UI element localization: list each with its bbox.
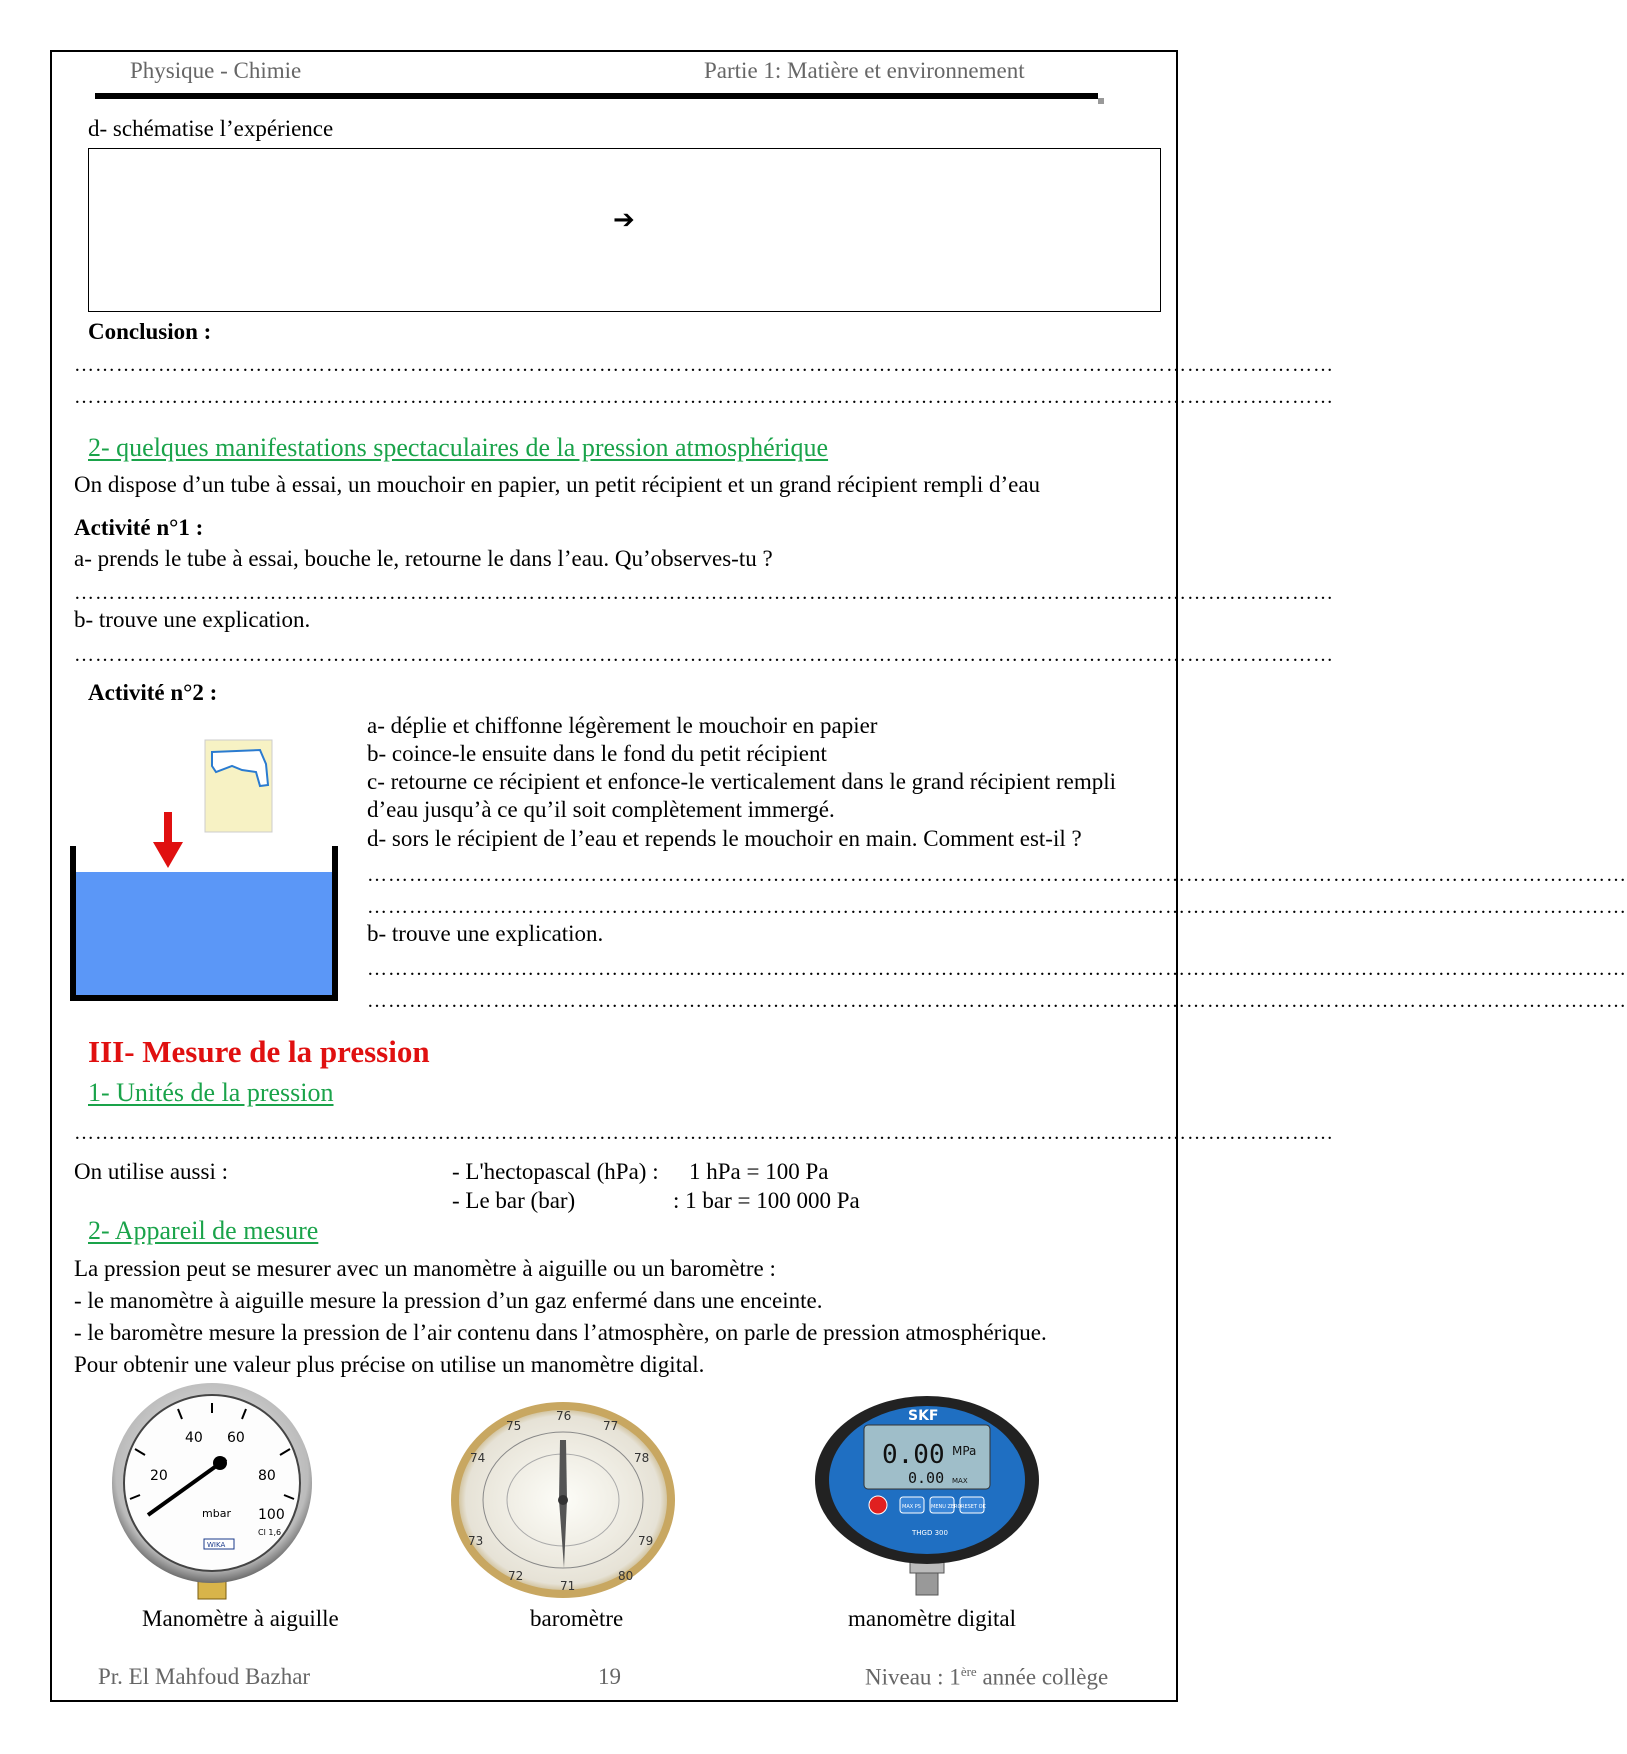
barometer-tick: 72 (508, 1569, 524, 1583)
answer-line[interactable]: ……………………………………………………………………………………………………………………………………………………………… (74, 1122, 1334, 1144)
device-text: Pour obtenir une valeur plus précise on utilise un manomètre digital. (74, 1352, 705, 1377)
level-superscript: ère (960, 1664, 977, 1679)
section-heading: III- Mesure de la pression (88, 1034, 430, 1069)
digital-max-label: MAX (952, 1477, 968, 1485)
schema-box[interactable] (88, 148, 1161, 312)
unit-hpa-name: - L'hectopascal (hPa) : (452, 1159, 659, 1184)
answer-line[interactable]: ……………………………………………………………………………………………………………………………………………………………… (74, 386, 1334, 408)
barometer-image (448, 1400, 678, 1600)
barometer-tick: 71 (560, 1579, 576, 1593)
gauge-brand: WIKA (207, 1541, 226, 1549)
water (75, 872, 333, 996)
level-suffix: année collège (976, 1664, 1109, 1690)
barometer-tick: 79 (638, 1534, 654, 1548)
digital-unit: MPa (952, 1444, 977, 1458)
activity2-step: a- déplie et chiffonne légèrement le mouchoir en papier (367, 713, 878, 738)
digital-model: THGD 300 (912, 1529, 948, 1537)
activity1-title: Activité n°1 : (74, 515, 204, 540)
answer-line[interactable]: ……………………………………………………………………………………………………………………………………………………………… (74, 354, 1334, 376)
digital-max-reading: 0.00 (908, 1469, 945, 1487)
activity2-question-b: b- trouve une explication. (367, 921, 604, 946)
section-intro: On dispose d’un tube à essai, un mouchoir en papier, un petit récipient et un grand récipient rempli d’eau (74, 472, 1041, 497)
gauge-tick: 40 (185, 1430, 203, 1446)
barometer-tick: 76 (556, 1409, 572, 1423)
conclusion-label: Conclusion : (88, 319, 212, 344)
needle-manometer-image (90, 1395, 370, 1605)
schema-instruction: d- schématise l’expérience (88, 116, 334, 141)
barometer-tick: 78 (634, 1451, 650, 1465)
barometer-tick: 75 (506, 1419, 522, 1433)
unit-hpa-value: 1 hPa = 100 Pa (689, 1159, 829, 1184)
activity1-question-a: a- prends le tube à essai, bouche le, retourne le dans l’eau. Qu’observes-tu ? (74, 546, 773, 571)
level-prefix: Niveau : 1 (865, 1664, 961, 1690)
answer-line[interactable]: ……………………………………………………………………………………………………………………………………………………………… (74, 582, 1334, 604)
down-arrow-icon (153, 812, 183, 868)
gauge-tick: 20 (150, 1468, 168, 1484)
answer-line[interactable]: ……………………………………………………………………………………………………………………………………………………………… (367, 990, 1627, 1012)
barometer-tick: 77 (603, 1419, 619, 1433)
unit-bar-value: : 1 bar = 100 000 Pa (673, 1188, 860, 1213)
gauge-tick: 60 (227, 1430, 245, 1446)
caption-digital-manometer: manomètre digital (848, 1606, 1016, 1631)
caption-barometer: baromètre (530, 1606, 624, 1631)
device-title: 2- Appareil de mesure (88, 1216, 319, 1245)
power-icon (869, 1496, 887, 1514)
gauge-tick: 80 (258, 1468, 276, 1484)
activity1-question-b: b- trouve une explication. (74, 607, 311, 632)
activity2-step: d- sors le récipient de l’eau et repends le mouchoir en main. Comment est-il ? (367, 826, 1082, 851)
barometer-tick: 74 (470, 1451, 486, 1465)
gauge-tick: 100 (258, 1507, 285, 1523)
device-text: La pression peut se mesurer avec un manomètre à aiguille ou un baromètre : (74, 1256, 776, 1281)
units-intro: On utilise aussi : (74, 1159, 228, 1184)
barometer-tick: 73 (468, 1534, 484, 1548)
answer-line[interactable]: ……………………………………………………………………………………………………………………………………………………………… (74, 644, 1334, 666)
answer-line[interactable]: ……………………………………………………………………………………………………………………………………………………………… (367, 958, 1627, 980)
unit-bar-name: - Le bar (bar) (452, 1188, 576, 1213)
barometer-tick: 80 (618, 1569, 634, 1583)
footer-level (865, 1664, 1108, 1691)
header-rule (95, 93, 1098, 99)
activity2-step: b- coince-le ensuite dans le fond du petit récipient (367, 741, 827, 766)
digital-button-label: RESET OK (961, 1504, 986, 1510)
digital-button-label: MAX PS (902, 1504, 921, 1510)
device-text: - le baromètre mesure la pression de l’air contenu dans l’atmosphère, on parle de pression atmosphérique. (74, 1320, 1047, 1345)
experiment-illustration (70, 730, 370, 1010)
header-rule-shadow (1098, 98, 1104, 104)
digital-brand: SKF (908, 1408, 939, 1424)
header-subject: Physique - Chimie (130, 58, 302, 83)
header-part: Partie 1: Matière et environnement (704, 58, 1025, 83)
answer-line[interactable]: ……………………………………………………………………………………………………………………………………………………………… (367, 864, 1627, 886)
caption-needle-manometer: Manomètre à aiguille (142, 1606, 339, 1631)
digital-reading: 0.00 (882, 1440, 945, 1470)
activity2-step: c- retourne ce récipient et enfonce-le verticalement dans le grand récipient rempli (367, 769, 1117, 794)
footer-author: Pr. El Mahfoud Bazhar (98, 1664, 311, 1689)
activity2-step: d’eau jusqu’à ce qu’il soit complètement immergé. (367, 797, 835, 822)
device-text: - le manomètre à aiguille mesure la pression d’un gaz enfermé dans une enceinte. (74, 1288, 823, 1313)
units-title: 1- Unités de la pression (88, 1078, 334, 1107)
gauge-class: Cl 1,6 (258, 1528, 282, 1537)
activity2-title: Activité n°2 : (88, 680, 218, 705)
digital-button-label: MENU ZERO (931, 1504, 962, 1510)
page-number: 19 (598, 1664, 621, 1689)
gauge-unit: mbar (202, 1507, 231, 1520)
arrow-right-icon: ➔ (613, 205, 635, 235)
answer-line[interactable]: ……………………………………………………………………………………………………………………………………………………………… (367, 896, 1627, 918)
digital-manometer-image (812, 1395, 1042, 1605)
section-title: 2- quelques manifestations spectaculaires de la pression atmosphérique (88, 433, 829, 462)
